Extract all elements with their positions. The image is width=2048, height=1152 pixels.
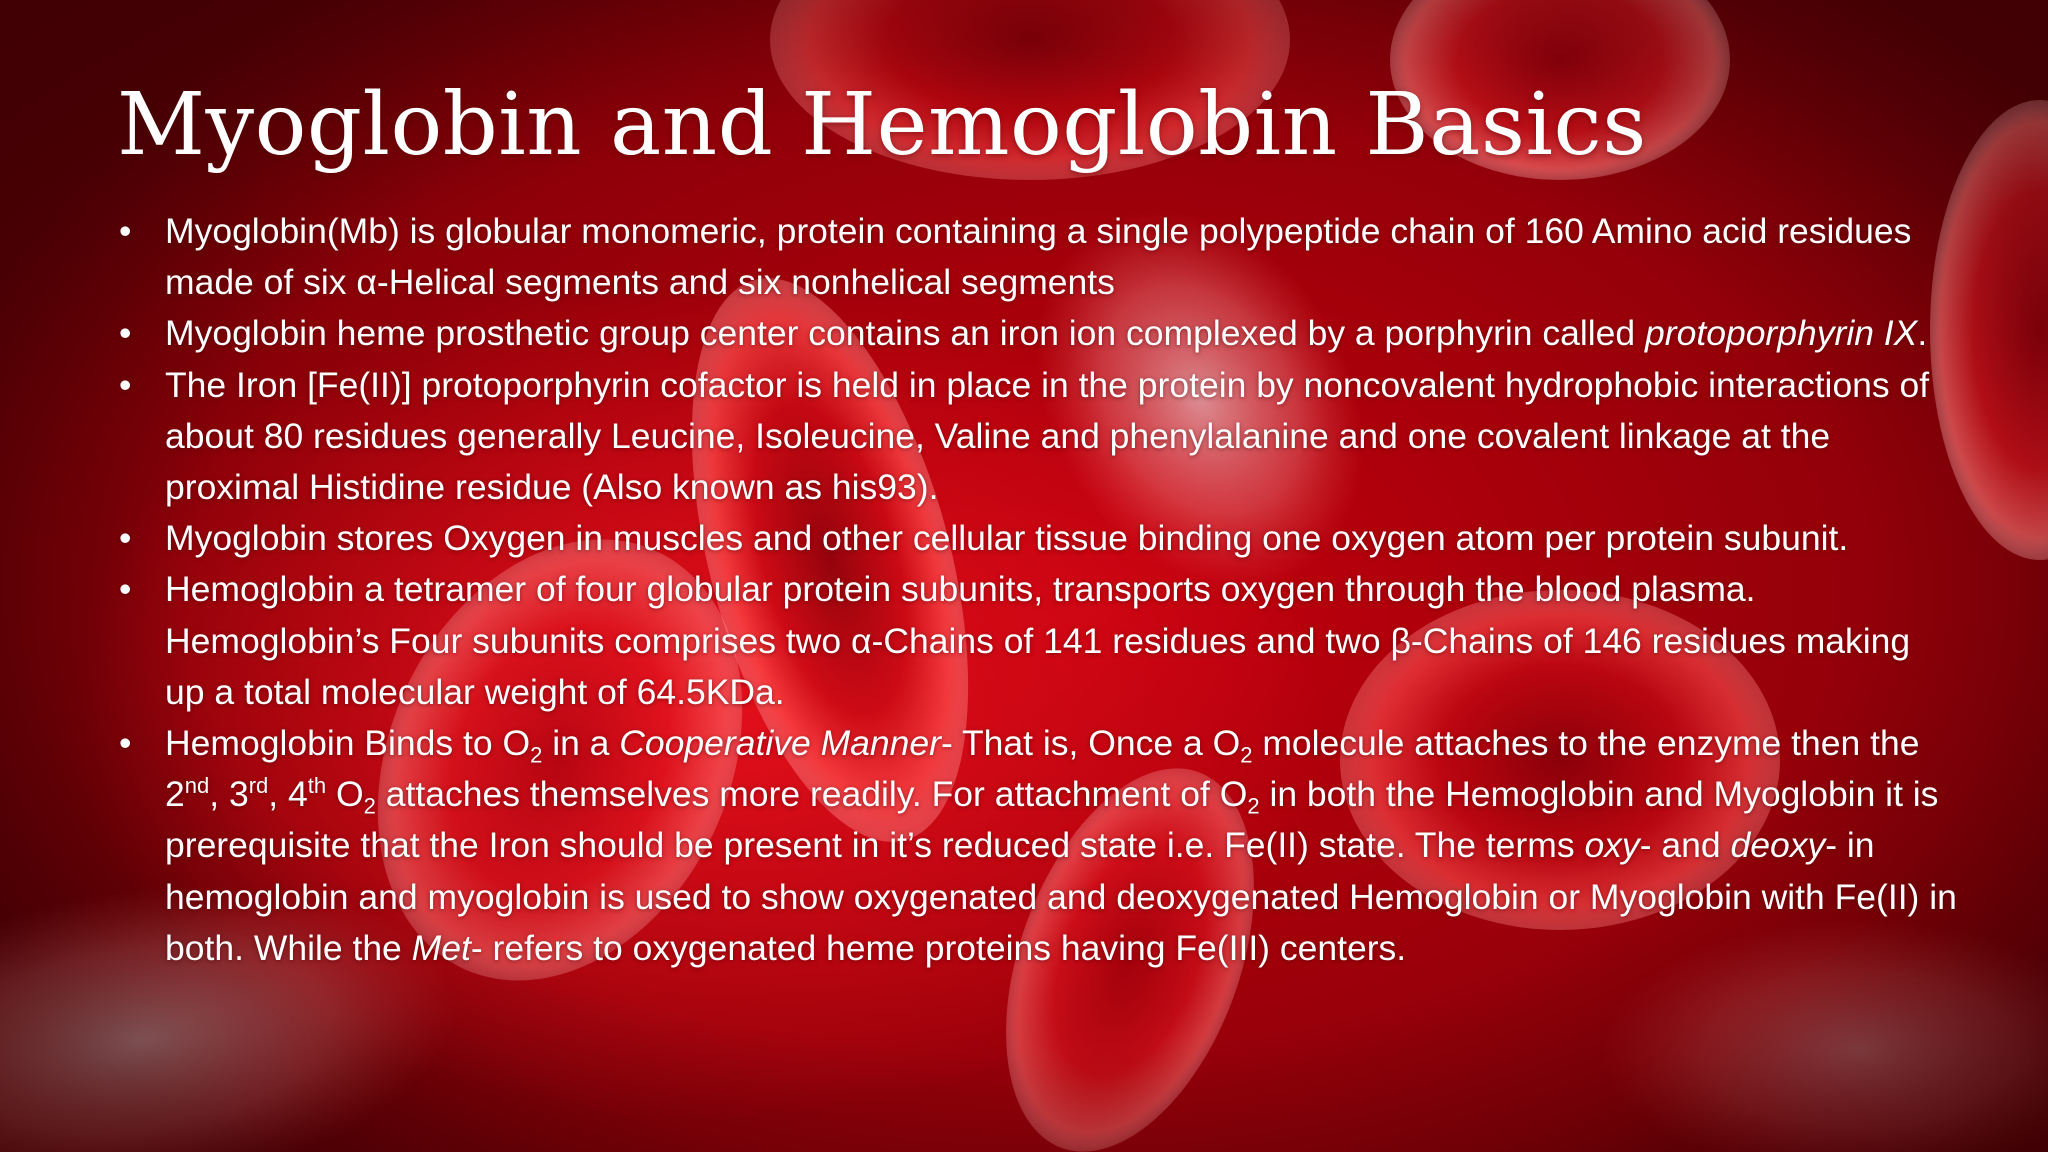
bullet-item-oxygen-storage bbox=[117, 513, 1957, 564]
slide-title: Myoglobin and Hemoglobin Basics bbox=[117, 75, 1647, 175]
bullet-text: The Iron [Fe(II)] protoporphyrin cofactor is held in place in the protein by noncovalent hydrophobic interactions of about 80 residues generally Leucine, Isoleucine, Valine and phenylalanine and one covalent linkage at the proximal Histidine residue (Also known as his93). bbox=[165, 364, 1930, 508]
bullet-list bbox=[117, 206, 1957, 974]
o2-formula: $O_2$ bbox=[1212, 723, 1253, 768]
italic-term: deoxy bbox=[1730, 825, 1826, 866]
bullet-item-iron-cofactor bbox=[117, 360, 1957, 514]
bullet-item-heme-group: • Myoglobin heme prosthetic group center contains an iron ion complexed by a porphyrin called protoporphyrin IX. bbox=[117, 308, 1957, 359]
bullet-icon: • bbox=[119, 518, 132, 559]
italic-term: Met bbox=[411, 927, 471, 968]
o2-formula: $O_2$ bbox=[502, 723, 543, 768]
italic-term: oxy bbox=[1584, 825, 1640, 866]
bullet-text: Myoglobin heme prosthetic group center contains an iron ion complexed by a porphyrin called bbox=[165, 313, 1636, 354]
bullet-text: Myoglobin stores Oxygen in muscles and other cellular tissue binding one oxygen atom per protein subunit. bbox=[165, 518, 1849, 559]
bullet-icon: • bbox=[119, 313, 132, 354]
bullet-icon: • bbox=[119, 569, 132, 610]
bullet-item-hemoglobin-tetramer bbox=[117, 564, 1957, 718]
italic-term: Cooperative Manner bbox=[619, 723, 941, 764]
o2-formula: $O_2$ bbox=[336, 774, 376, 819]
o2-formula: $O_2$ bbox=[1219, 774, 1260, 819]
bullet-item-myoglobin-structure bbox=[117, 206, 1957, 308]
italic-term: protoporphyrin IX bbox=[1645, 313, 1918, 354]
bullet-icon: • bbox=[119, 364, 132, 405]
bullet-icon: • bbox=[119, 211, 132, 251]
bullet-item-cooperative-binding: • Hemoglobin Binds to $O_2$ in a Cooperative Manner- That is, Once a $O_2$ molecule attaches to the enzyme then the 2nd, 3rd, 4th $O_2$ attaches themselves more readily. For attachment of $O_2$ in both the Hemoglobin and Myoglobin it is prerequisite that the Iron should be present in it’s reduced state i.e. Fe(II) state. The terms oxy- and deoxy- in hemoglobin and myoglobin is used to show oxygenated and deoxygenated Hemoglobin or Myoglobin with Fe(II) in both. While the Met- refers to oxygenated heme proteins having Fe(III) centers. bbox=[117, 718, 1957, 974]
bullet-text: Myoglobin(Mb) is globular monomeric, protein containing a single polypeptide chain of 160 Amino acid residues made of six α-Helical segments and six nonhelical segments bbox=[165, 211, 1912, 303]
bullet-text: Hemoglobin a tetramer of four globular protein subunits, transports oxygen through the blood plasma. Hemoglobin’s Four subunits comprises two α-Chains of 141 residues and two β-Chains of 146 residues making up a total molecular weight of 64.5KDa. bbox=[165, 569, 1911, 712]
bullet-icon: • bbox=[119, 723, 132, 764]
